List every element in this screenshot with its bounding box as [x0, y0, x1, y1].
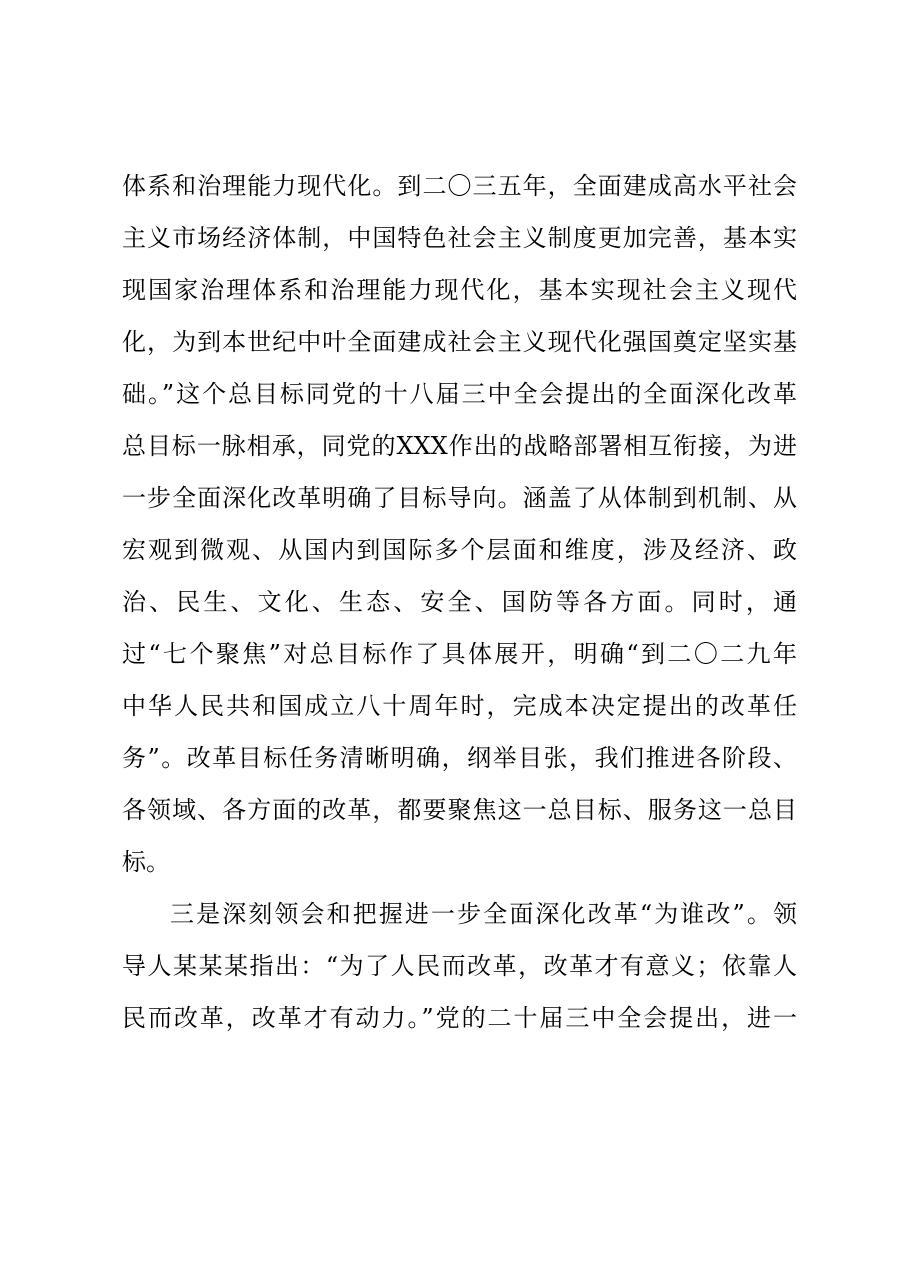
- text-line: 总目标一脉相承，同党的XXX作出的战略部署相互衔接，为进: [122, 432, 797, 460]
- body-text: [122, 162, 797, 1046]
- text-line: 础。”这个总目标同党的十八届三中全会提出的全面深化改革: [122, 380, 797, 408]
- text-line: 一步全面深化改革明确了目标导向。涵盖了从体制到机制、从: [122, 484, 797, 512]
- text-line: 导人某某某指出：“为了人民而改革，改革才有意义；依靠人: [122, 952, 797, 980]
- paragraph-2: [122, 890, 797, 1046]
- text-line: 现国家治理体系和治理能力现代化，基本实现社会主义现代: [122, 276, 797, 304]
- text-line: 各领域、各方面的改革，都要聚焦这一总目标、服务这一总目: [122, 796, 797, 824]
- text-line: 过“七个聚焦”对总目标作了具体展开，明确“到二〇二九年: [122, 640, 797, 668]
- text-line: 中华人民共和国成立八十周年时，完成本决定提出的改革任: [122, 692, 797, 720]
- text-line: 民而改革，改革才有动力。”党的二十届三中全会提出，进一: [122, 1004, 797, 1032]
- text-line: 宏观到微观、从国内到国际多个层面和维度，涉及经济、政: [122, 536, 797, 564]
- text-line: 主义市场经济体制，中国特色社会主义制度更加完善，基本实: [122, 224, 797, 252]
- text-line-first: 三是深刻领会和把握进一步全面深化改革“为谁改”。领: [170, 900, 797, 928]
- text-line: 化，为到本世纪中叶全面建成社会主义现代化强国奠定坚实基: [122, 328, 797, 356]
- text-line-last: 标。: [122, 848, 170, 876]
- paragraph-1: [122, 162, 797, 890]
- text-line: 务”。改革目标任务清晰明确，纲举目张，我们推进各阶段、: [122, 744, 797, 772]
- text-line: 体系和治理能力现代化。到二〇三五年，全面建成高水平社会: [122, 172, 797, 200]
- text-line: 治、民生、文化、生态、安全、国防等各方面。同时，通: [122, 588, 797, 616]
